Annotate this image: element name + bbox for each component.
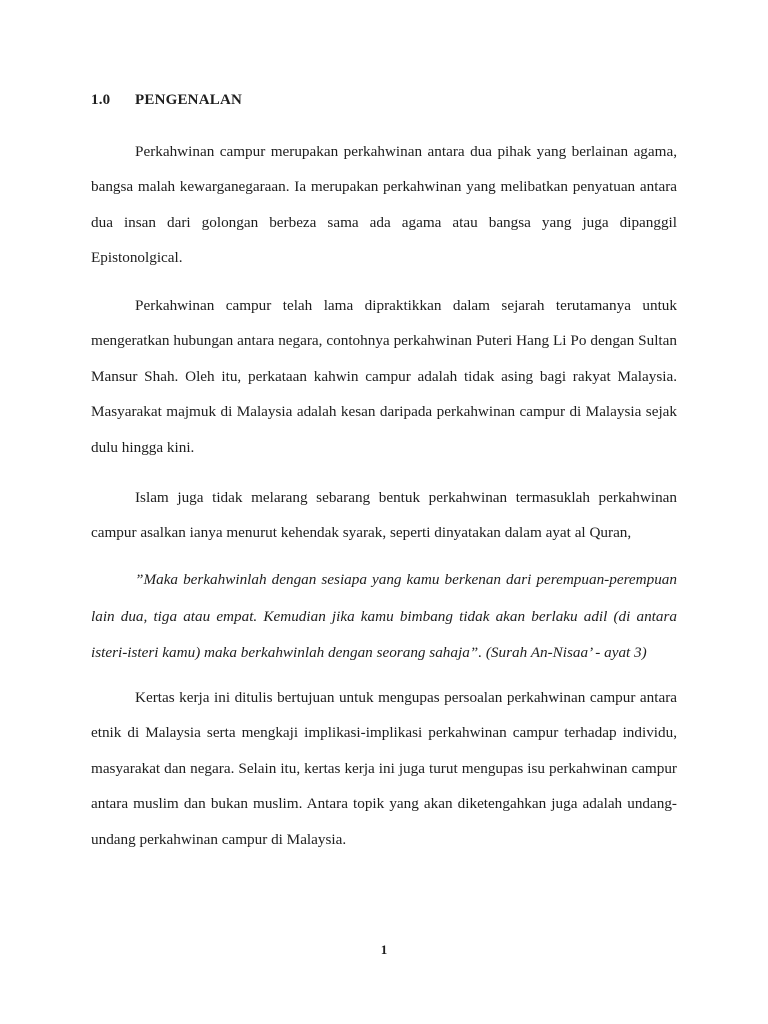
quran-quote: ”Maka berkahwinlah dengan sesiapa yang kamu berkenan dari perempuan-perempuan lain dua, tiga atau empat. Kemudian jika kamu bimbang tidak akan berlaku adil (di antara isteri-isteri kamu) maka berkahwinlah dengan seorang sahaja”. (Surah An-Nisaa’ - ayat 3) bbox=[91, 571, 677, 661]
section-number: 1.0 bbox=[91, 92, 111, 108]
section-heading bbox=[91, 92, 242, 109]
paragraph-intro: Perkahwinan campur merupakan perkahwinan antara dua pihak yang berlainan agama, bangsa malah kewarganegaraan. Ia merupakan perkahwinan yang melibatkan penyatuan antara dua insan dari golongan berbeza sama ada agama atau bangsa yang juga dipanggil Epistonolgical. bbox=[91, 143, 677, 267]
section-title: PENGENALAN bbox=[135, 92, 243, 108]
page-number: 1 bbox=[380, 942, 388, 957]
paragraph-history: Perkahwinan campur telah lama dipraktikkan dalam sejarah terutamanya untuk mengeratkan hubungan antara negara, contohnya perkahwinan Puteri Hang Li Po dengan Sultan Mansur Shah. Oleh itu, perkataan kahwin campur adalah tidak asing bagi rakyat Malaysia. Masyarakat majmuk di Malaysia adalah kesan daripada perkahwinan campur di Malaysia sejak dulu hingga kini. bbox=[91, 297, 677, 456]
paragraph-islam: Islam juga tidak melarang sebarang bentuk perkahwinan termasuklah perkahwinan campur asalkan ianya menurut kehendak syarak, seperti dinyatakan dalam ayat al Quran, bbox=[91, 489, 677, 542]
paragraph-purpose: Kertas kerja ini ditulis bertujuan untuk mengupas persoalan perkahwinan campur antara etnik di Malaysia serta mengkaji implikasi-implikasi perkahwinan campur terhadap individu, masyarakat dan negara. Selain itu, kertas kerja ini juga turut mengupas isu perkahwinan campur antara muslim dan bukan muslim. Antara topik yang akan diketengahkan juga adalah undang-undang perkahwinan campur di Malaysia. bbox=[91, 689, 677, 848]
